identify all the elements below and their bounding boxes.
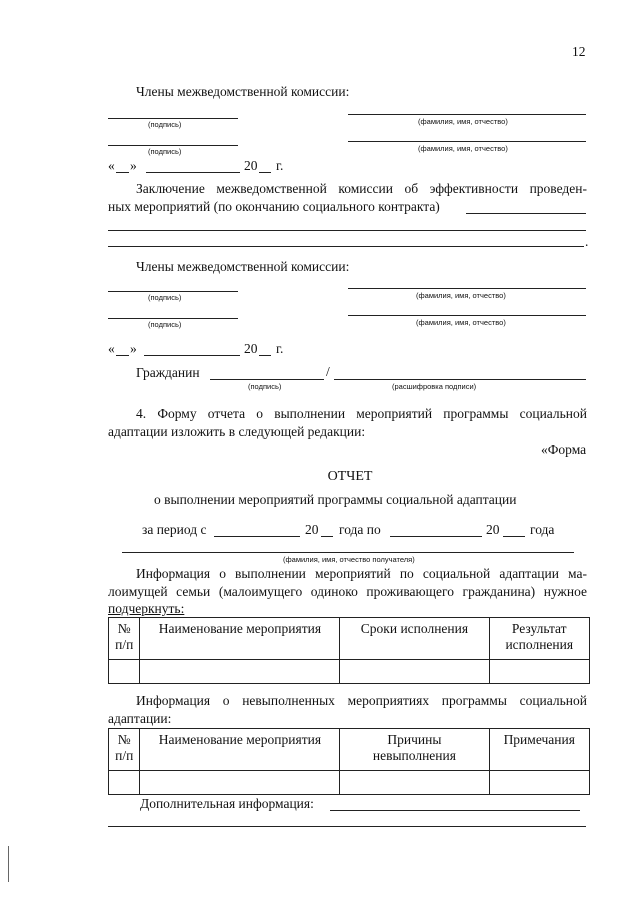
conclusion-fill-line <box>108 230 586 231</box>
conclusion-line-1: Заключение межведомственной комиссии об эффективности проведен- <box>136 181 587 196</box>
scan-margin-mark <box>8 846 9 882</box>
date-day-line <box>116 172 129 173</box>
table-cell[interactable] <box>489 660 589 684</box>
period-year-2: 20 <box>486 522 500 537</box>
table-header-row <box>109 729 590 771</box>
additional-fill-line <box>108 826 586 827</box>
date-open-quote: « <box>108 341 115 356</box>
citizen-decoding-caption: (расшифровка подписи) <box>392 382 477 391</box>
info2-line-1: Информация о невыполненных мероприятиях программы социальной <box>136 693 587 708</box>
table-header-cell: Причины невыполнения <box>340 729 489 771</box>
date-year: 20 <box>244 158 258 173</box>
citizen-signature-line <box>210 379 324 380</box>
fio-line <box>348 141 586 142</box>
fio-caption: (фамилия, имя, отчество) <box>418 117 508 126</box>
period-mid: года по <box>339 522 381 537</box>
table-header-cell: Результат исполнения <box>489 618 589 660</box>
fio-line <box>348 315 586 316</box>
table-header-cell: № п/п <box>109 729 140 771</box>
date-year-line <box>259 172 271 173</box>
citizen-label: Гражданин <box>136 365 200 380</box>
date-day-line <box>116 355 129 356</box>
conclusion-fill-line <box>108 246 584 247</box>
table-header-cell: Сроки исполнения <box>340 618 489 660</box>
recipient-caption: (фамилия, имя, отчество получателя) <box>283 555 415 564</box>
citizen-signature-caption: (подпись) <box>248 382 282 391</box>
table-cell[interactable] <box>109 771 140 795</box>
date-open-quote: « <box>108 158 115 173</box>
info1-line-1: Информация о выполнении мероприятий по социальной адаптации ма- <box>136 566 587 581</box>
table-cell[interactable] <box>140 660 340 684</box>
date-close-quote: » <box>130 158 137 173</box>
page-number: 12 <box>572 44 586 59</box>
fio-caption: (фамилия, имя, отчество) <box>418 144 508 153</box>
date-month-line <box>144 355 240 356</box>
additional-label: Дополнительная информация: <box>140 796 314 811</box>
date-year-suffix: г. <box>276 341 284 356</box>
form-label: «Форма <box>541 442 587 457</box>
signature-caption: (подпись) <box>148 120 182 129</box>
date-year-suffix: г. <box>276 158 284 173</box>
item4-line-2: адаптации изложить в следующей редакции: <box>108 424 366 439</box>
table-header-cell: Наименование мероприятия <box>140 729 340 771</box>
date-year-line <box>259 355 271 356</box>
fio-caption: (фамилия, имя, отчество) <box>416 291 506 300</box>
members-label: Члены межведомственной комиссии: <box>136 84 350 99</box>
date-year: 20 <box>244 341 258 356</box>
signature-line <box>108 145 238 146</box>
conclusion-fill-line <box>466 213 586 214</box>
period-end-line <box>390 536 482 537</box>
period-prefix: за период с <box>142 522 207 537</box>
signature-caption: (подпись) <box>148 147 182 156</box>
fio-line <box>348 288 586 289</box>
period-year-2-line <box>503 536 525 537</box>
table-row <box>109 771 590 795</box>
signature-caption: (подпись) <box>148 320 182 329</box>
table-header-cell: № п/п <box>109 618 140 660</box>
info1-line-3: подчеркнуть: <box>108 601 185 616</box>
table-cell[interactable] <box>340 771 489 795</box>
signature-line <box>108 318 238 319</box>
recipient-line <box>122 552 574 553</box>
results-table <box>108 617 590 684</box>
citizen-decoding-line <box>334 379 586 380</box>
info2-line-2: адаптации: <box>108 711 172 726</box>
fio-caption: (фамилия, имя, отчество) <box>416 318 506 327</box>
table-header-cell: Наименование мероприятия <box>140 618 340 660</box>
table-cell[interactable] <box>340 660 489 684</box>
table-row <box>109 660 590 684</box>
members-label: Члены межведомственной комиссии: <box>136 259 350 274</box>
item4-line-1: 4. Форму отчета о выполнении мероприятий программы социальной <box>136 406 587 421</box>
unfulfilled-table <box>108 728 590 795</box>
conclusion-line-2: ных мероприятий (по окончанию социального контракта) <box>108 199 440 214</box>
table-header-cell: Примечания <box>489 729 589 771</box>
conclusion-end-mark: . <box>585 234 589 249</box>
date-close-quote: » <box>130 341 137 356</box>
signature-caption: (подпись) <box>148 293 182 302</box>
date-month-line <box>146 172 240 173</box>
report-title: ОТЧЕТ <box>327 469 373 484</box>
period-year-1-line <box>321 536 333 537</box>
info1-line-2: лоимущей семьи (малоимущего одиноко проживающего гражданина) нужное <box>108 584 587 599</box>
table-cell[interactable] <box>489 771 589 795</box>
period-year-1: 20 <box>305 522 319 537</box>
period-suffix: года <box>530 522 555 537</box>
additional-fill-line <box>330 810 580 811</box>
signature-line <box>108 291 238 292</box>
table-header-row <box>109 618 590 660</box>
period-start-line <box>214 536 300 537</box>
report-subtitle: о выполнении мероприятий программы социальной адаптации <box>154 492 517 507</box>
signature-line <box>108 118 238 119</box>
citizen-slash: / <box>326 364 330 379</box>
fio-line <box>348 114 586 115</box>
table-cell[interactable] <box>109 660 140 684</box>
table-cell[interactable] <box>140 771 340 795</box>
